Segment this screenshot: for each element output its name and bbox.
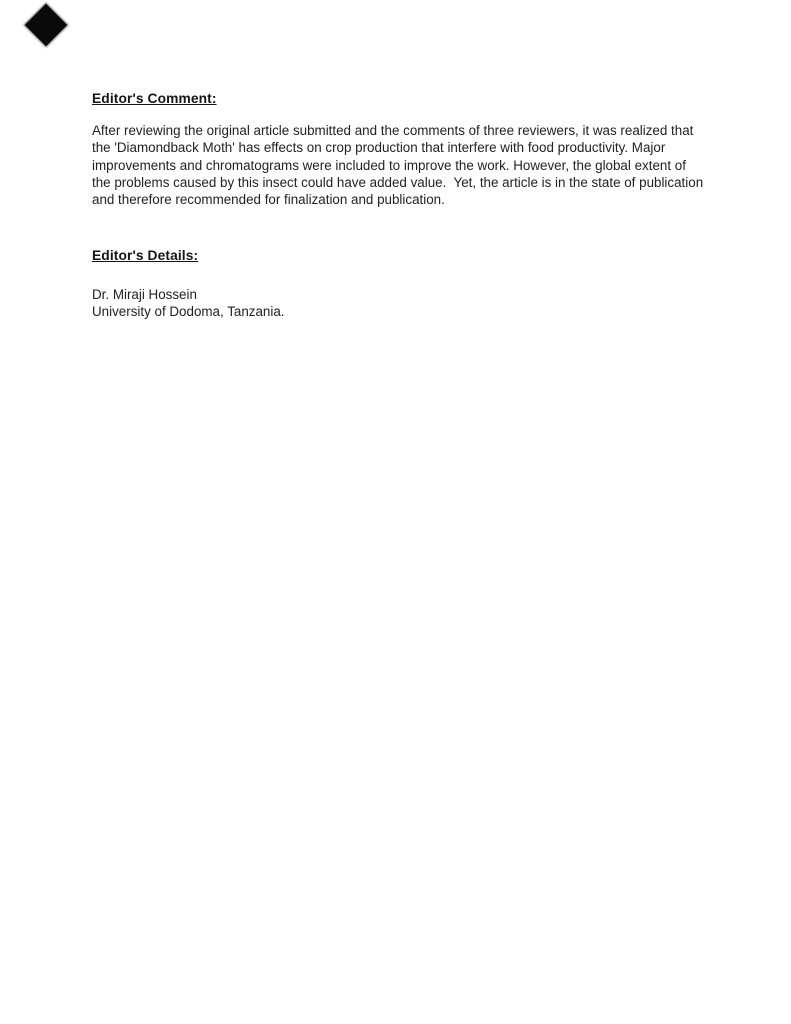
editors-details-heading: Editor's Details:	[92, 248, 199, 263]
editors-details-block	[92, 286, 285, 321]
editor-name: Dr. Miraji Hossein	[92, 287, 197, 302]
editors-comment-heading: Editor's Comment:	[92, 91, 217, 106]
editors-comment-paragraph: After reviewing the original article submitted and the comments of three reviewers, it was realized that the 'Diamondback Moth' has effects on crop production that interfere with food productivity. Major improvements and chromatograms were included to improve the work. However, the global extent of the problems caused by this insect could have added value. Yet, the article is in the state of publication and therefore recommended for finalization and publication.	[92, 123, 707, 208]
scan-corner-artifact	[25, 4, 67, 46]
editor-affiliation: University of Dodoma, Tanzania.	[92, 304, 285, 320]
